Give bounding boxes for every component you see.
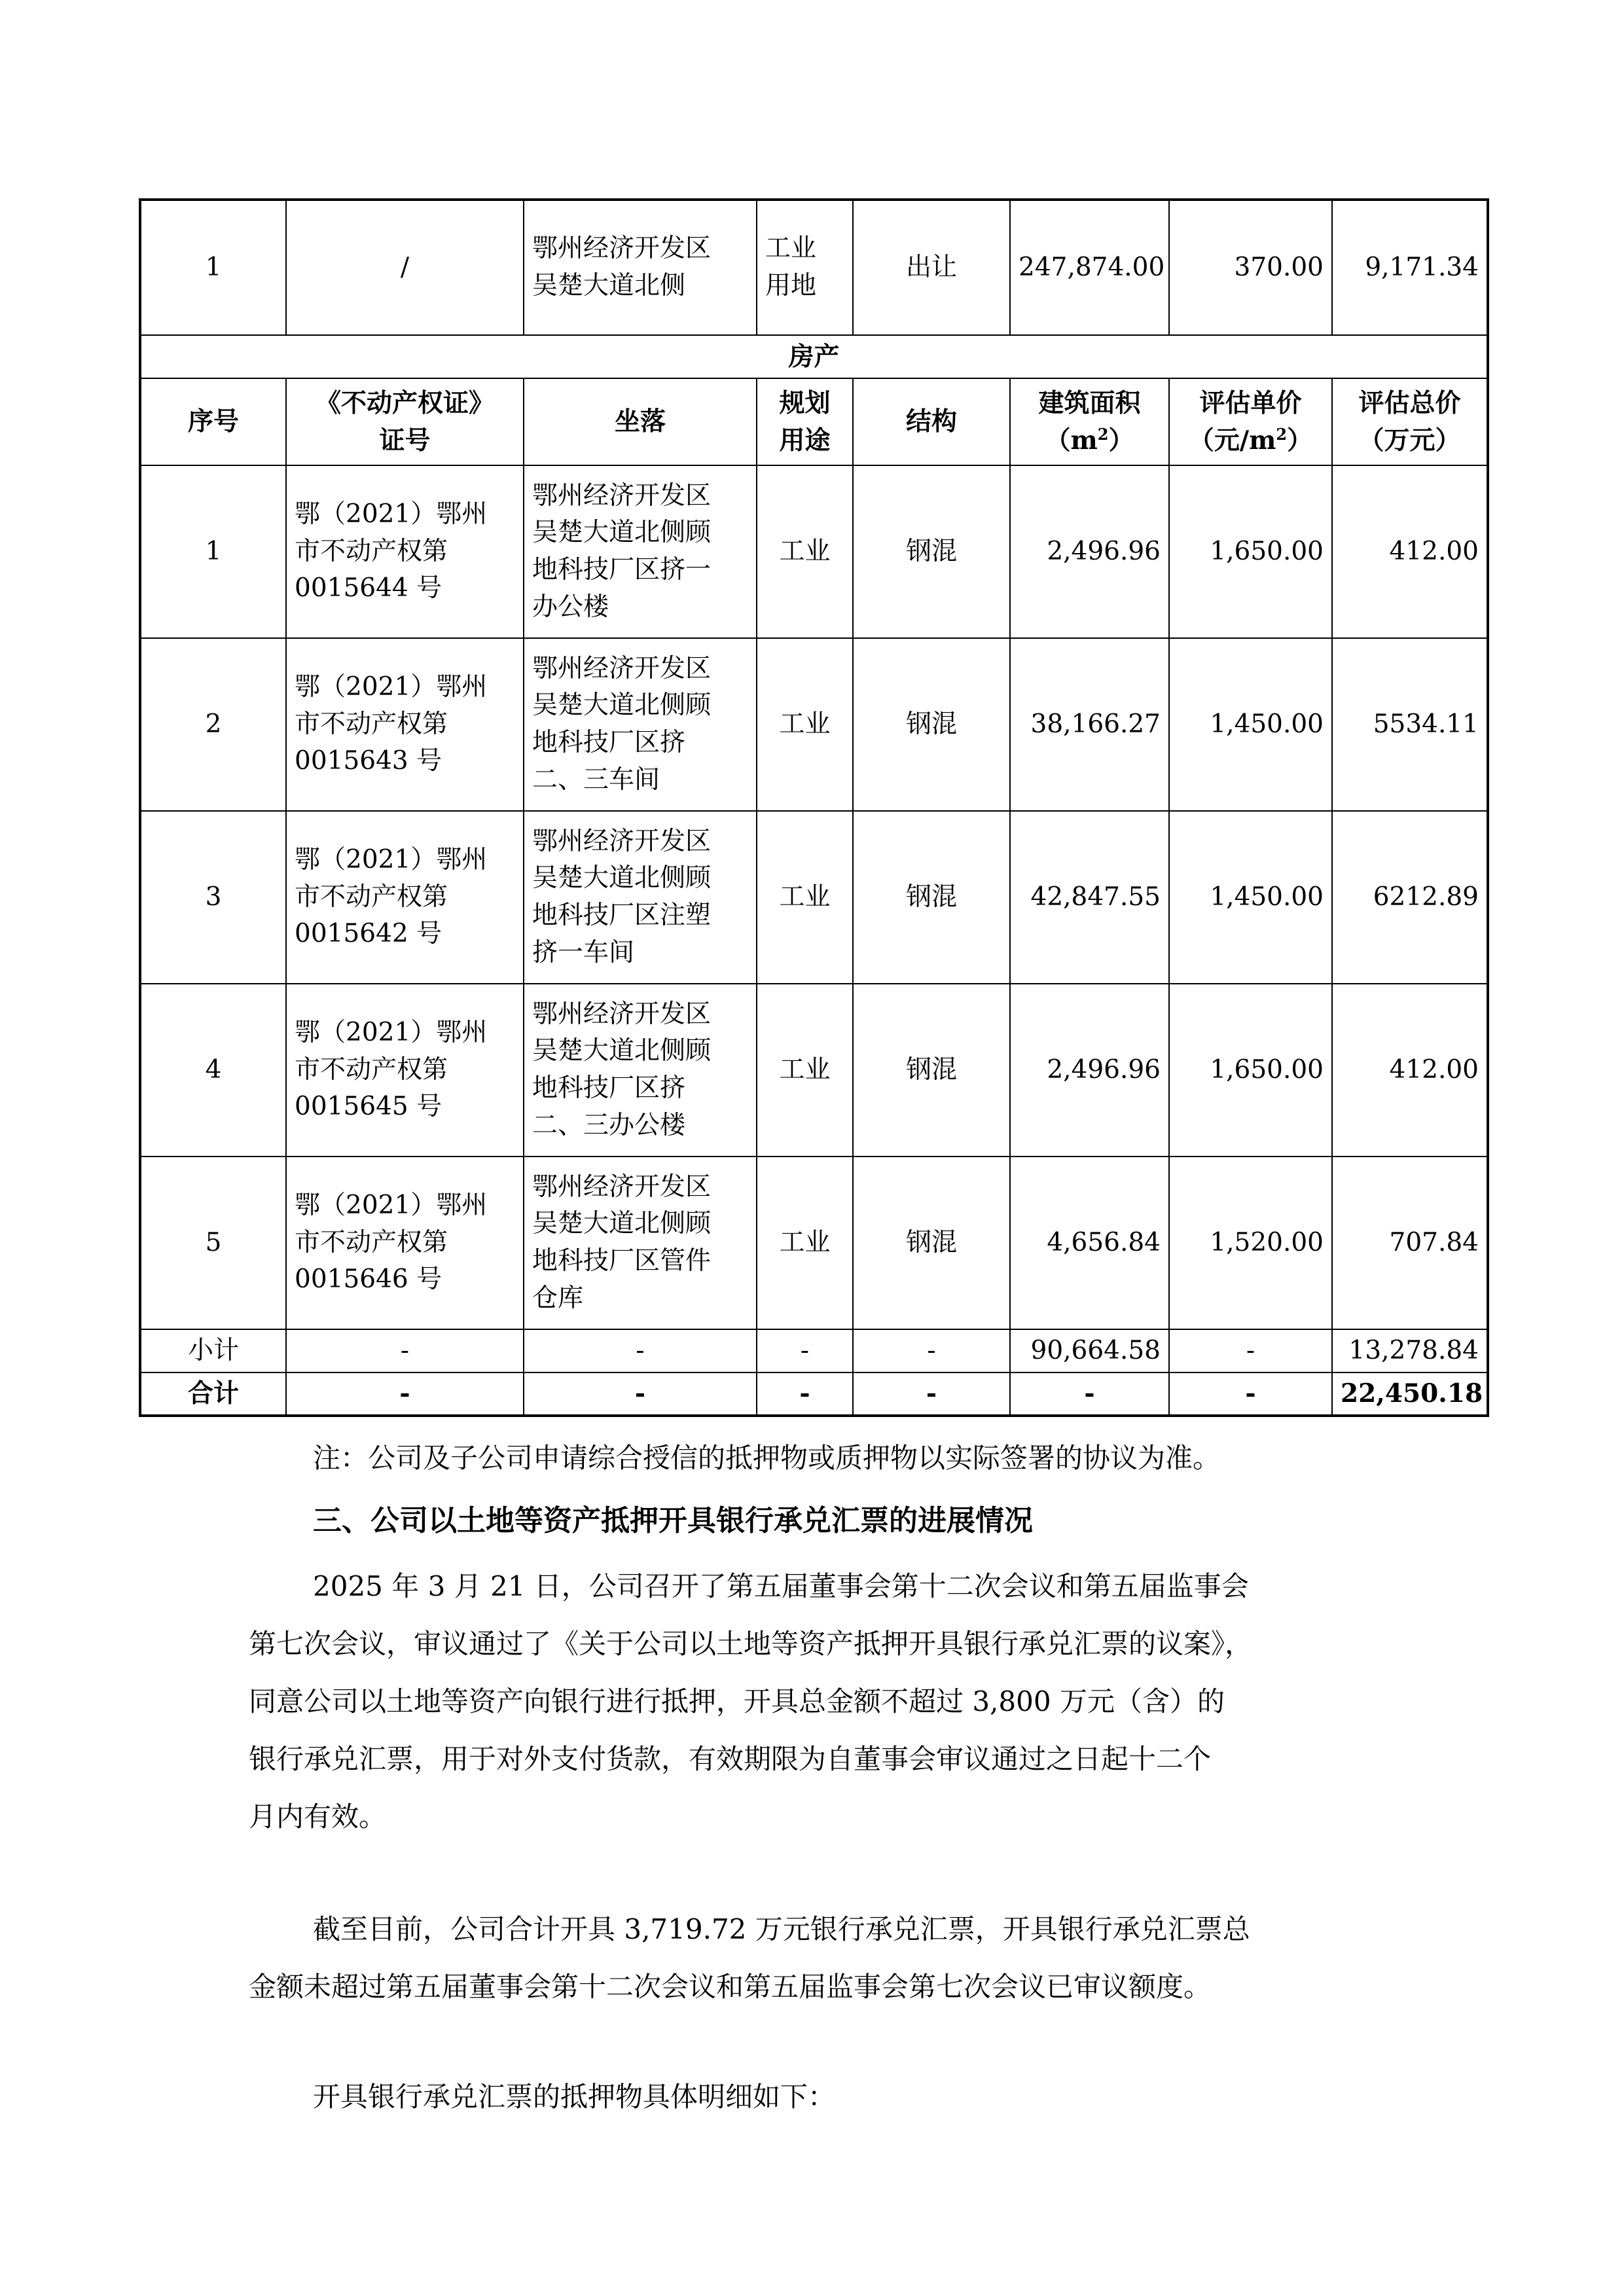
header-usage (757, 378, 853, 465)
cert-line: 市不动产权第 (295, 709, 448, 739)
row-structure: 钢混 (853, 1157, 1010, 1329)
location-line: 地科技厂区注塑 (532, 901, 712, 930)
row-usage: 工业 (757, 638, 853, 811)
cert-line: 鄂（2021）鄂州 (295, 672, 488, 702)
header-unit-price-close: ） (1287, 425, 1313, 456)
paragraph-line: 同意公司以土地等资产向银行进行抵押，开具总金额不超过 3,800 万元（含）的 (249, 1685, 1225, 1717)
land-usage-line: 工业 (765, 234, 817, 264)
row-area: 2,496.96 (1010, 465, 1169, 638)
collateral-table (139, 198, 1489, 1417)
section-title-row (140, 335, 1488, 378)
grand-total-cell: - (1169, 1372, 1332, 1416)
row-location (524, 465, 757, 638)
location-line: 地科技厂区挤 (532, 1073, 686, 1103)
row-structure: 钢混 (853, 811, 1010, 984)
header-area-line: 建筑面积 (1038, 387, 1141, 418)
header-structure: 结构 (853, 378, 1010, 465)
paragraph-line: 截至目前，公司合计开具 3,719.72 万元银行承兑汇票，开具银行承兑汇票总 (313, 1913, 1250, 1945)
row-area: 42,847.55 (1010, 811, 1169, 984)
row-usage: 工业 (757, 465, 853, 638)
header-area-sup: 2 (1097, 424, 1109, 444)
subtotal-area: 90,664.58 (1010, 1329, 1169, 1372)
cert-line: 市不动产权第 (295, 1054, 448, 1085)
paragraph-approval (249, 1558, 1401, 1846)
land-structure: 出让 (853, 200, 1010, 335)
location-line: 吴楚大道北侧顾 (532, 691, 712, 721)
table-row (140, 465, 1488, 638)
table-row (140, 984, 1488, 1157)
location-line: 鄂州经济开发区 (532, 826, 712, 856)
row-location (524, 1157, 757, 1329)
header-seq: 序号 (140, 378, 286, 465)
location-line: 吴楚大道北侧顾 (532, 1209, 712, 1239)
row-structure: 钢混 (853, 465, 1010, 638)
paragraph-line: 金额未超过第五届董事会第十二次会议和第五届监事会第七次会议已审议额度。 (249, 1971, 1212, 2003)
row-unit-price: 1,450.00 (1169, 811, 1332, 984)
grand-total-row (140, 1372, 1488, 1416)
row-cert (286, 984, 524, 1157)
location-line: 鄂州经济开发区 (532, 999, 712, 1029)
cert-line: 0015644 号 (295, 573, 442, 603)
land-usage (757, 200, 853, 335)
row-area: 38,166.27 (1010, 638, 1169, 811)
row-cert (286, 638, 524, 811)
cert-line: 鄂（2021）鄂州 (295, 1018, 488, 1048)
row-total: 5534.11 (1332, 638, 1488, 811)
row-total: 707.84 (1332, 1157, 1488, 1329)
grand-total-cell: - (853, 1372, 1010, 1416)
land-cert-no: / (286, 200, 524, 335)
row-total: 412.00 (1332, 465, 1488, 638)
row-total: 6212.89 (1332, 811, 1488, 984)
table-row (140, 1157, 1488, 1329)
subtotal-cell: - (524, 1329, 757, 1372)
row-structure: 钢混 (853, 984, 1010, 1157)
header-cert (286, 378, 524, 465)
grand-total-cell: - (1010, 1372, 1169, 1416)
section-title: 房产 (140, 335, 1488, 378)
row-location (524, 984, 757, 1157)
header-unit-price-sup: 2 (1276, 424, 1288, 444)
row-usage: 工业 (757, 811, 853, 984)
row-usage: 工业 (757, 984, 853, 1157)
location-line: 鄂州经济开发区 (532, 1172, 712, 1202)
row-cert (286, 465, 524, 638)
header-unit-price-line: 评估单价 (1199, 387, 1302, 418)
row-usage: 工业 (757, 1157, 853, 1329)
cert-line: 0015642 号 (295, 919, 442, 949)
cert-line: 鄂（2021）鄂州 (295, 499, 488, 529)
grand-total-cell: - (757, 1372, 853, 1416)
cert-line: 鄂（2021）鄂州 (295, 845, 488, 875)
section-heading: 三、公司以土地等资产抵押开具银行承兑汇票的进展情况 (313, 1504, 1033, 1537)
row-cert (286, 811, 524, 984)
header-cert-line: 《不动产权证》 (315, 387, 494, 418)
paragraph-line: 月内有效。 (249, 1801, 387, 1833)
header-cert-line: 证号 (379, 425, 431, 456)
location-line: 地科技厂区管件 (532, 1246, 712, 1276)
paragraph-line: 银行承兑汇票，用于对外支付货款，有效期限为自董事会审议通过之日起十二个 (249, 1743, 1212, 1775)
table-row (140, 638, 1488, 811)
header-total (1332, 378, 1488, 465)
row-seq: 3 (140, 811, 286, 984)
location-line: 地科技厂区挤 (532, 728, 686, 757)
header-row (140, 378, 1488, 465)
row-area: 4,656.84 (1010, 1157, 1169, 1329)
grand-total-value: 22,450.18 (1332, 1372, 1488, 1416)
location-line: 吴楚大道北侧顾 (532, 1036, 712, 1066)
land-seq: 1 (140, 200, 286, 335)
cert-line: 市不动产权第 (295, 1227, 448, 1257)
row-unit-price: 1,650.00 (1169, 465, 1332, 638)
subtotal-cell: - (757, 1329, 853, 1372)
row-total: 412.00 (1332, 984, 1488, 1157)
cert-line: 鄂（2021）鄂州 (295, 1191, 488, 1221)
row-cert (286, 1157, 524, 1329)
row-seq: 2 (140, 638, 286, 811)
row-seq: 5 (140, 1157, 286, 1329)
cert-line: 0015646 号 (295, 1265, 442, 1295)
paragraph-line: 第七次会议，审议通过了《关于公司以土地等资产抵押开具银行承兑汇票的议案》， (249, 1628, 1253, 1660)
subtotal-total: 13,278.84 (1332, 1329, 1488, 1372)
header-area (1010, 378, 1169, 465)
location-line: 仓库 (532, 1283, 584, 1313)
subtotal-cell: - (286, 1329, 524, 1372)
cert-line: 0015645 号 (295, 1092, 442, 1122)
header-total-line: （万元） (1358, 425, 1461, 456)
land-unit-price: 370.00 (1169, 200, 1332, 335)
header-location: 坐落 (524, 378, 757, 465)
location-line: 吴楚大道北侧顾 (532, 863, 712, 893)
header-unit-price-unit: （元/m (1188, 425, 1276, 456)
table-note: 注：公司及子公司申请综合授信的抵押物或质押物以实际签署的协议为准。 (313, 1442, 1221, 1474)
location-line: 鄂州经济开发区 (532, 653, 712, 683)
header-unit-price (1169, 378, 1332, 465)
paragraph-line: 2025 年 3 月 21 日，公司召开了第五届董事会第十二次会议和第五届监事会 (313, 1570, 1249, 1602)
row-location (524, 811, 757, 984)
grand-total-cell: - (286, 1372, 524, 1416)
location-line: 挤一车间 (532, 937, 635, 967)
land-location (524, 200, 757, 335)
row-unit-price: 1,650.00 (1169, 984, 1332, 1157)
paragraph-intro: 开具银行承兑汇票的抵押物具体明细如下： (313, 2081, 836, 2113)
land-area: 247,874.00 (1010, 200, 1169, 335)
row-location (524, 638, 757, 811)
land-total: 9,171.34 (1332, 200, 1488, 335)
row-unit-price: 1,450.00 (1169, 638, 1332, 811)
land-location-line: 吴楚大道北侧 (532, 271, 686, 300)
row-seq: 1 (140, 465, 286, 638)
header-area-unit: （m (1045, 425, 1098, 456)
header-usage-line: 规划 (779, 387, 831, 418)
location-line: 地科技厂区挤一 (532, 555, 712, 584)
land-location-line: 鄂州经济开发区 (532, 234, 712, 264)
cert-line: 市不动产权第 (295, 536, 448, 566)
header-total-line: 评估总价 (1358, 387, 1461, 418)
location-line: 办公楼 (532, 592, 609, 622)
paragraph-progress (249, 1901, 1401, 2016)
land-row (140, 200, 1488, 335)
location-line: 吴楚大道北侧顾 (532, 518, 712, 548)
cert-line: 市不动产权第 (295, 882, 448, 912)
location-line: 二、三办公楼 (532, 1110, 686, 1140)
subtotal-cell: - (853, 1329, 1010, 1372)
subtotal-row (140, 1329, 1488, 1372)
row-unit-price: 1,520.00 (1169, 1157, 1332, 1329)
grand-total-cell: - (524, 1372, 757, 1416)
row-area: 2,496.96 (1010, 984, 1169, 1157)
row-seq: 4 (140, 984, 286, 1157)
land-usage-line: 用地 (765, 271, 817, 300)
location-line: 鄂州经济开发区 (532, 480, 712, 511)
subtotal-cell: - (1169, 1329, 1332, 1372)
header-area-close: ） (1108, 425, 1134, 456)
subtotal-label: 小计 (140, 1329, 286, 1372)
location-line: 二、三车间 (532, 764, 660, 795)
row-structure: 钢混 (853, 638, 1010, 811)
header-usage-line: 用途 (779, 425, 831, 456)
grand-total-label: 合计 (140, 1372, 286, 1416)
cert-line: 0015643 号 (295, 746, 442, 776)
table-row (140, 811, 1488, 984)
